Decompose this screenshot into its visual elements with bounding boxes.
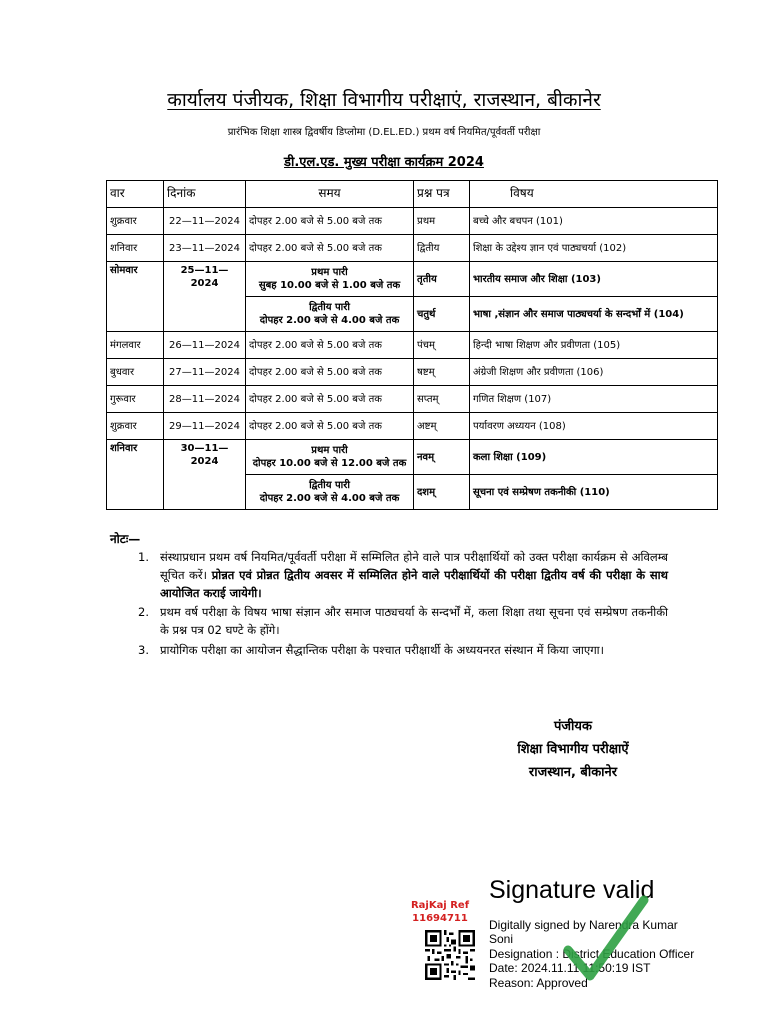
day-cell: शुक्रवार [107,208,164,235]
exam-schedule-table [106,180,718,510]
note-item [138,604,668,640]
time-cell [246,262,414,297]
checkmark-icon [560,892,650,982]
col-header-date: दिनांक [164,181,246,208]
table-row [107,386,718,413]
shift-time: दोपहर 2.00 बजे से 4.00 बजे तक [259,315,400,326]
exam-subtitle: प्रारंभिक शिक्षा शास्त्र द्विवर्षीय डिप्लोमा (D.EL.ED.) प्रथम वर्ष नियमित/पूर्ववर्ती परीक्षा [227,127,541,138]
notes-list [138,549,668,662]
table-row [107,440,718,475]
shift-label: प्रथम पारी [311,445,348,456]
time-cell: दोपहर 2.00 बजे से 5.00 बजे तक [246,235,414,262]
table-header-row [107,181,718,208]
day-cell: शनिवार [107,440,164,510]
paper-cell: अष्टम् [414,413,470,440]
note-item [138,549,668,602]
subject-cell: बच्चे और बचपन (101) [470,208,718,235]
subject-cell: गणित शिक्षण (107) [470,386,718,413]
time-cell [246,297,414,332]
signature-date: Date: 2024.11.11 11:50:19 IST [489,961,651,976]
notes-heading: नोटः— [110,532,141,546]
day-cell: बुधवार [107,359,164,386]
subject-cell: शिक्षा के उद्देश्य ज्ञान एवं पाठ्यचर्या (102) [470,235,718,262]
day-cell: शुक्रवार [107,413,164,440]
day-cell: मंगलवार [107,332,164,359]
signature-reason: Reason: Approved [489,975,588,990]
date-cell: 28—11—2024 [164,386,246,413]
paper-cell: नवम् [414,440,470,475]
time-cell: दोपहर 2.00 बजे से 5.00 बजे तक [246,386,414,413]
note-text: प्रथम वर्ष परीक्षा के विषय भाषा संज्ञान और समाज पाठ्यचर्या के सन्दर्भों में, कला शिक्षा तथा सूचना एवं सम्प्रेषण तकनीकी के प्रश्न पत्र 02 घण्टे के होंगे। [160,605,668,638]
registrar-location: राजस्थान, बीकानेर [528,764,618,780]
registrar-department: शिक्षा विभागीय परीक्षाऐं [517,741,629,757]
date-cell: 27—11—2024 [164,359,246,386]
day-cell: शनिवार [107,235,164,262]
subject-cell: सूचना एवं सम्प्रेषण तकनीकी (110) [470,475,718,510]
signature-designation: Designation : District Education Officer [489,946,695,961]
time-cell: दोपहर 2.00 बजे से 5.00 बजे तक [246,332,414,359]
note-text: संस्थाप्रधान प्रथम वर्ष नियमित/पूर्ववर्ती परीक्षा में सम्मिलित होने वाले पात्र परीक्षार्थियों को उक्त परीक्षा कार्यक्रम से अविलम्ब सूचित करें। [160,550,668,582]
paper-cell: षष्टम् [414,359,470,386]
registrar-block [468,716,678,784]
table-row [107,359,718,386]
paper-cell: द्वितीय [414,235,470,262]
shift-time: दोपहर 2.00 बजे से 4.00 बजे तक [259,493,400,504]
col-header-subject: विषय [470,181,718,208]
time-cell: दोपहर 2.00 बजे से 5.00 बजे तक [246,359,414,386]
date-cell: 26—11—2024 [164,332,246,359]
time-cell: दोपहर 2.00 बजे से 5.00 बजे तक [246,413,414,440]
paper-cell: चतुर्थ [414,297,470,332]
table-row [107,413,718,440]
note-bold-text: प्रोन्नत एवं प्रोन्नत द्वितीय अवसर में सम्मिलित होने वाले परीक्षार्थियों की परीक्षा द्वितीय वर्ष की परीक्षा के साथ आयोजित कराई जायेगी। [160,567,668,600]
date-cell: 25—11—2024 [164,262,246,332]
table-row [107,235,718,262]
paper-cell: पंचम् [414,332,470,359]
reference-label: RajKaj Ref [410,900,470,911]
shift-label: द्वितीय पारी [309,480,350,491]
note-text: प्रायोगिक परीक्षा का आयोजन सैद्धान्तिक परीक्षा के पश्चात परीक्षार्थी के अध्ययनरत संस्थान में किया जाएगा। [160,643,605,658]
time-cell: दोपहर 2.00 बजे से 5.00 बजे तक [246,208,414,235]
subject-cell: पर्यावरण अध्ययन (108) [470,413,718,440]
paper-cell: दशम् [414,475,470,510]
shift-time: सुबह 10.00 बजे से 1.00 बजे तक [258,280,401,291]
paper-cell: प्रथम [414,208,470,235]
subject-cell: कला शिक्षा (109) [470,440,718,475]
date-cell: 22—11—2024 [164,208,246,235]
shift-time: दोपहर 10.00 बजे से 12.00 बजे तक [252,458,407,469]
day-cell: सोमवार [107,262,164,332]
col-header-paper: प्रश्न पत्र [414,181,470,208]
paper-cell: सप्तम् [414,386,470,413]
signature-status: Signature valid [489,876,655,904]
date-cell: 23—11—2024 [164,235,246,262]
registrar-title: पंजीयक [554,719,592,734]
table-row [107,262,718,297]
day-cell: गुरूवार [107,386,164,413]
rajkaj-reference [408,900,472,925]
note-item [138,642,668,660]
signature-signer-cont: Soni [489,932,514,947]
subject-cell: भारतीय समाज और शिक्षा (103) [470,262,718,297]
note-number: 3. [138,643,149,658]
qr-code-icon [425,929,475,981]
col-header-day: वार [107,181,164,208]
date-cell: 29—11—2024 [164,413,246,440]
note-number: 1. [138,550,149,564]
table-row [107,332,718,359]
reference-number: 11694711 [412,912,468,924]
office-title: कार्यालय पंजीयक, शिक्षा विभागीय परीक्षाएं, राजस्थान, बीकानेर [167,89,601,111]
subject-cell: भाषा ,संज्ञान और समाज पाठ्यचर्या के सन्दर्भों में (104) [470,297,718,332]
date-cell: 30—11—2024 [164,440,246,510]
time-cell [246,475,414,510]
paper-cell: तृतीय [414,262,470,297]
shift-label: प्रथम पारी [311,267,348,278]
note-number: 2. [138,605,149,620]
subject-cell: हिन्दी भाषा शिक्षण और प्रवीणता (105) [470,332,718,359]
time-cell [246,440,414,475]
signature-signer: Digitally signed by Narendra Kumar [489,918,678,932]
col-header-time: समय [246,181,414,208]
shift-label: द्वितीय पारी [309,302,350,313]
subject-cell: अंग्रेजी शिक्षण और प्रवीणता (106) [470,359,718,386]
table-row [107,208,718,235]
program-title: डी.एल.एड. मुख्य परीक्षा कार्यक्रम 2024 [284,155,484,170]
